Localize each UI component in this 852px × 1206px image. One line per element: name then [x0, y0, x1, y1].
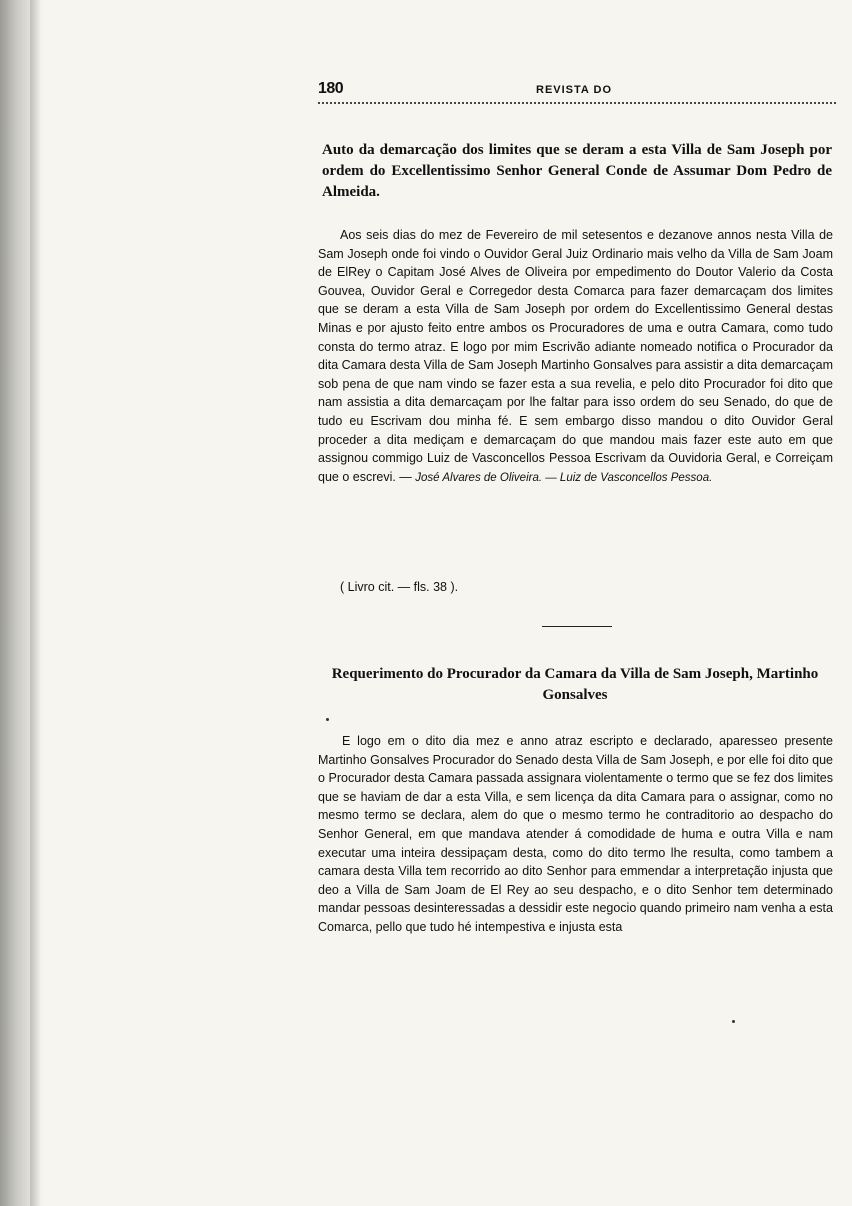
auto-demarcacao-text: Aos seis dias do mez de Fevereiro de mil setesentos e dezanove annos nesta Villa de Sam Joseph onde foi vindo o Ouvidor Geral Juiz Ordinario mais velho da Villa de Sam Joam de ElRey o Capitam José Alves de Oliveira por empedimento do Doutor Valerio da Costa Gouvea, Ouvidor Geral e Corregedor desta Comarca para fazer demarcaçam dos limites que se deram a esta Villa de Sam Joseph por ordem do Excellentissimo General destas Minas e por ajusto feito entre ambos os Procuradores de uma e outra Camara, como tudo consta do termo atraz. E logo por mim Escrivão adiante nomeado notifica o Procurador da dita Camara desta Villa de Sam Joseph Martinho Gonsalves para assistir a dita demarcaçam sob pena de que nam vindo se fazer esta a sua revelia, e pelo dito Procurador foi dito que nam assistia a dita demarcaçam por lhe faltar para isso ordem do seu Senado, do que de tudo eu Escrivam dou minha fé. E sem embargo disso mandou o dito Ouvidor Geral proceder a dita mediçam e demarcaçam do que mandou mais fazer este auto em que assignou commigo Luiz de Vasconcellos Pessoa Escrivam da Ouvidoria Geral, e Correiçam que o escrevi. — — [318, 228, 833, 484]
print-speck — [732, 1020, 735, 1023]
signatures: José Alvares de Oliveira. — Luiz de Vasconcellos Pessoa. — [415, 471, 713, 484]
print-speck — [326, 718, 329, 721]
page-number: 180 — [318, 80, 344, 97]
page-header — [318, 80, 836, 108]
running-head: REVISTA DO — [536, 84, 613, 96]
header-rule — [318, 102, 836, 104]
auto-demarcacao-body — [318, 226, 833, 487]
requerimento-body: E logo em o dito dia mez e anno atraz escripto e declarado, aparesseo presente Martinho Gonsalves Procurador do Senado desta Villa de Sam Joseph, e por elle foi dito que o Procurador desta Camara passada assignara violentamente o termo que se fez dos limites que se haviam de dar a esta Villa, e sem licença da dita Camara para o assignar, como no mesmo termo se declara, alem do que o mesmo termo he contraditorio ao despacho do Senhor General, em que mandava atender á comodidade de huma e outra Villa e nam executar uma inteira dessipaçam desta, como do dito termo lhe resulta, como tambem a camara desta Villa tem recorrido ao dito Senhor para emmendar a interpretação injusta que deo a Villa de Sam Joam de El Rey ao seu despacho, e o dito Senhor tem determinado mandar pessoas desinteressadas a dessidir este negocio quando primeiro nam venha a esta Comarca, pello que tudo hé intempestiva e injusta esta — [318, 734, 833, 934]
section-divider — [542, 626, 612, 627]
section-title-auto-demarcacao: Auto da demarcação dos limites que se deram a esta Villa de Sam Joseph por ordem do Excellentissimo Senhor General Conde de Assumar Dom Pedro de Almeida. — [322, 142, 832, 200]
binding-edge — [30, 0, 40, 1206]
section-title-requerimento: Requerimento do Procurador da Camara da Villa de Sam Joseph, Martinho Gonsalves — [331, 666, 819, 703]
citation: ( Livro cit. — fls. 38 ). — [340, 580, 459, 594]
